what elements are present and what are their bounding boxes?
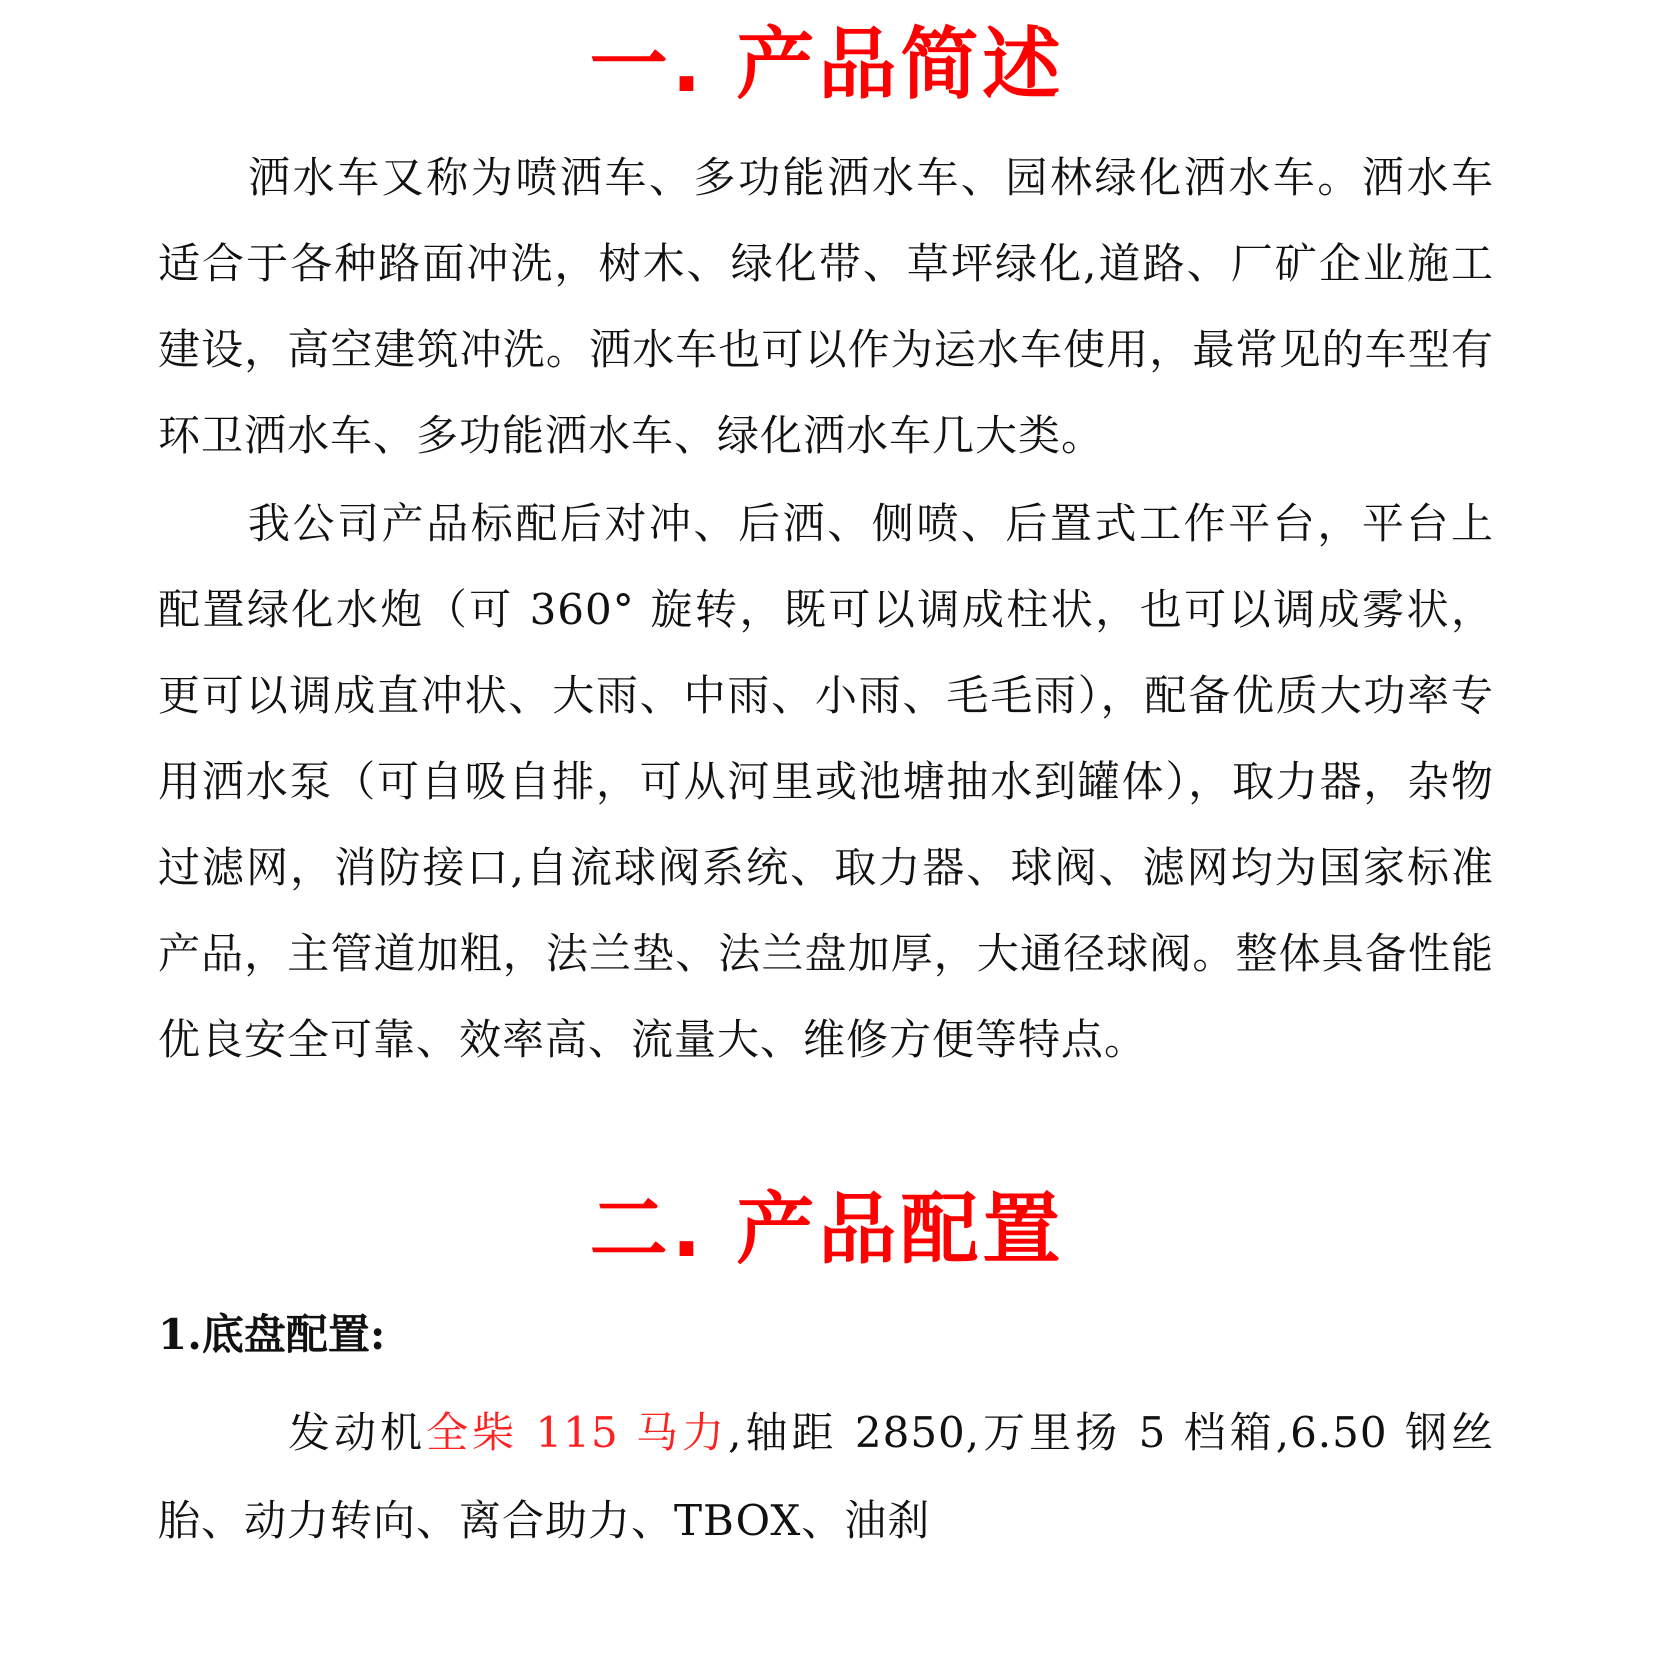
chassis-text-after: ,轴距 2850,万里扬 5 档箱,6.50 钢丝胎、动力转向、离合助力、TBOX、油刹 — [158, 1408, 1494, 1545]
chassis-text-before: 发动机 — [288, 1408, 427, 1457]
intro-paragraph-1: 洒水车又称为喷洒车、多功能洒水车、园林绿化洒水车。洒水车适合于各种路面冲洗，树木、绿化带、草坪绿化,道路、厂矿企业施工建设，高空建筑冲洗。洒水车也可以作为运水车使用，最常见的车型有环卫洒水车、多功能洒水车、绿化洒水车几大类。 — [158, 153, 1494, 460]
section-1-title: 一. 产品简述 — [589, 20, 1065, 110]
section-2-title: 二. 产品配置 — [589, 1185, 1065, 1275]
chassis-config-paragraph — [158, 1389, 1494, 1565]
intro-paragraph-2: 我公司产品标配后对冲、后洒、侧喷、后置式工作平台，平台上配置绿化水炮（可 360° 旋转，既可以调成柱状，也可以调成雾状，更可以调成直冲状、大雨、中雨、小雨、毛毛雨），配备优质大功率专用洒水泵（可自吸自排，可从河里或池塘抽水到罐体），取力器，杂物过滤网，消防接口,自流球阀系统、取力器、球阀、滤网均为国家标准产品，主管道加粗，法兰垫、法兰盘加厚，大通径球阀。整体具备性能优良安全可靠、效率高、流量大、维修方便等特点。 — [158, 499, 1494, 1064]
engine-highlight: 全柴 115 马力 — [426, 1408, 729, 1457]
chassis-config-heading: 1.底盘配置: — [158, 1310, 386, 1359]
